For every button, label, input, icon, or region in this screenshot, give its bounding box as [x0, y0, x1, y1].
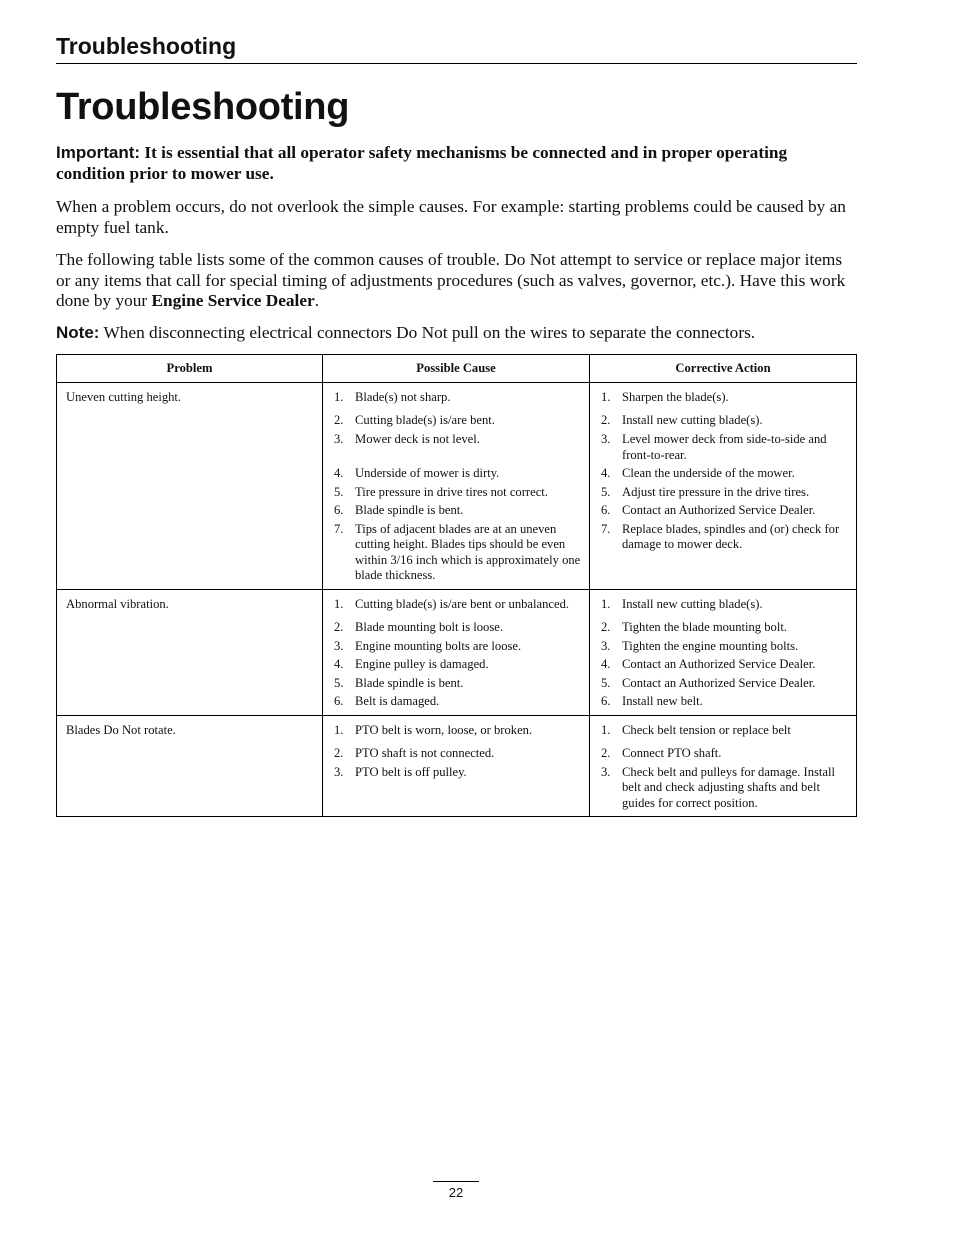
list-item: 7. Replace blades, spindles and (or) check for damage to mower deck.: [601, 521, 840, 551]
list-item: 7. Tips of adjacent blades are at an uneven cutting height. Blades tips should be even within 3/16 inch which is approximately one blade thickness.: [334, 521, 581, 582]
important-label: Important:: [56, 143, 141, 162]
list-item: 1. Check belt tension or replace belt: [601, 722, 791, 737]
action-cell: [590, 383, 857, 590]
list-item: 6. Belt is damaged.: [334, 694, 440, 708]
list-item: 6. Install new belt.: [601, 694, 703, 708]
list-item: 6. Contact an Authorized Service Dealer.: [601, 503, 816, 517]
page-number: 22: [448, 1185, 464, 1200]
table-row: [57, 589, 857, 715]
list-item: 3. Mower deck is not level.: [334, 432, 480, 446]
cause-cell: [323, 383, 590, 590]
problem-cell: Blades Do Not rotate.: [57, 715, 323, 817]
troubleshooting-table: [56, 354, 857, 817]
list-item: 1. Blade(s) not sharp.: [334, 390, 451, 404]
list-item: 1. Install new cutting blade(s).: [601, 596, 763, 611]
important-notice: [56, 143, 856, 184]
page-title: Troubleshooting: [56, 86, 350, 128]
list-item: 4. Underside of mower is dirty.: [334, 466, 500, 480]
list-item: 3. Level mower deck from side-to-side and front-to-rear.: [601, 432, 827, 462]
list-item: 2. Blade mounting bolt is loose.: [334, 619, 503, 634]
list-item: 2. Cutting blade(s) is/are bent.: [334, 413, 495, 427]
note-paragraph: [56, 323, 856, 344]
list-item: 4. Contact an Authorized Service Dealer.: [601, 657, 816, 671]
list-item: 1. Cutting blade(s) is/are bent or unbalanced.: [334, 596, 570, 611]
engine-service-dealer: Engine Service Dealer: [151, 291, 315, 310]
problem-cell: Uneven cutting height.: [57, 383, 323, 590]
list-item: 1. PTO belt is worn, loose, or broken.: [334, 722, 533, 737]
list-item: 6. Blade spindle is bent.: [334, 503, 464, 517]
list-item: 5. Adjust tire pressure in the drive tires.: [601, 484, 810, 499]
note-label: Note:: [56, 323, 100, 342]
list-item: 2. Install new cutting blade(s).: [601, 413, 763, 427]
intro-paragraph: When a problem occurs, do not overlook the simple causes. For example: starting problems could be caused by an empty fuel tank.: [56, 197, 846, 237]
table-intro-text: The following table lists some of the common causes of trouble. Do Not attempt to service or replace major items or any items that call for special timing of adjustments procedures (such as valves, governor, etc.). Have this work done by your: [56, 250, 846, 310]
footer-divider: [433, 1181, 479, 1182]
cause-cell: [323, 589, 590, 715]
table-intro-paragraph: [56, 250, 856, 312]
table-intro-end: .: [314, 291, 320, 310]
action-cell: [590, 715, 857, 817]
list-item: 2. PTO shaft is not connected.: [334, 745, 495, 760]
table-row: [57, 383, 857, 590]
header-corrective-action: Corrective Action: [590, 355, 857, 383]
list-item: 4. Clean the underside of the mower.: [601, 466, 795, 480]
list-item: 5. Tire pressure in drive tires not correct.: [334, 484, 548, 499]
table-row: [57, 715, 857, 817]
list-item: 3. PTO belt is off pulley.: [334, 764, 467, 779]
list-item: 3. Engine mounting bolts are loose.: [334, 638, 522, 653]
list-item: 2. Tighten the blade mounting bolt.: [601, 619, 787, 634]
header-problem: Problem: [57, 355, 323, 383]
action-cell: [590, 589, 857, 715]
list-item: 3. Check belt and pulleys for damage. Install belt and check adjusting shafts and belt guides for correct position.: [601, 764, 835, 810]
table-header-row: [57, 355, 857, 383]
problem-cell: Abnormal vibration.: [57, 589, 323, 715]
list-item: 5. Blade spindle is bent.: [334, 675, 464, 690]
list-item: 5. Contact an Authorized Service Dealer.: [601, 675, 816, 690]
list-item: 2. Connect PTO shaft.: [601, 745, 722, 760]
running-header: Troubleshooting: [56, 33, 857, 64]
cause-cell: [323, 715, 590, 817]
header-possible-cause: Possible Cause: [323, 355, 590, 383]
note-text: When disconnecting electrical connectors Do Not pull on the wires to separate the connectors.: [103, 323, 756, 342]
important-text: It is essential that all operator safety mechanisms be connected and in proper operating condition prior to mower use.: [56, 143, 788, 183]
list-item: 3. Tighten the engine mounting bolts.: [601, 638, 799, 653]
list-item: 4. Engine pulley is damaged.: [334, 657, 489, 671]
list-item: 1. Sharpen the blade(s).: [601, 390, 729, 404]
